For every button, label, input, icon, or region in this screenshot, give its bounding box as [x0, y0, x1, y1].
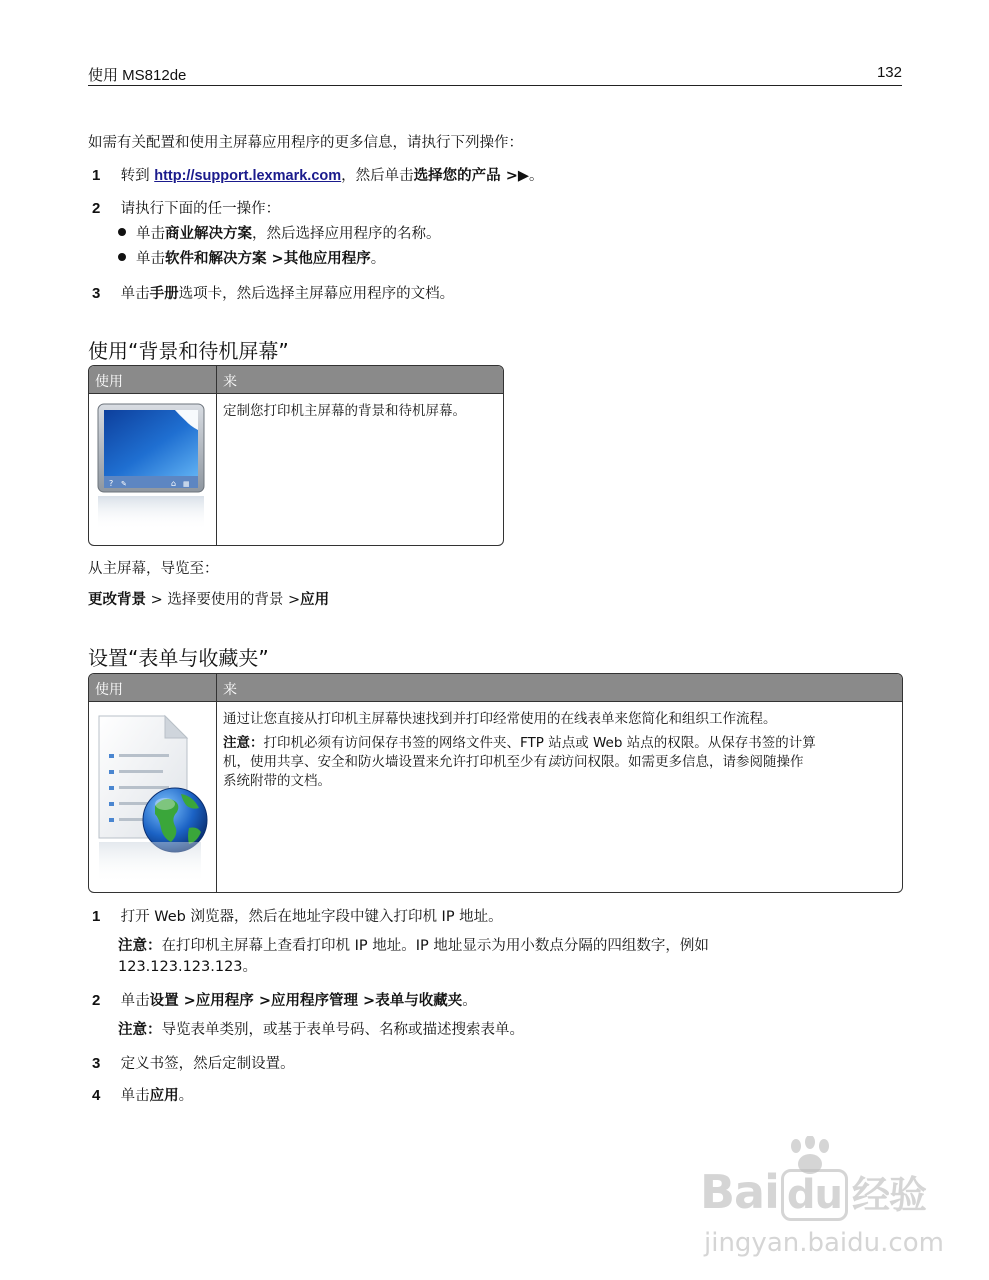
- table-header: [89, 366, 503, 393]
- note-text: 访问权限。如需更多信息，请参阅随操作: [560, 754, 804, 770]
- bullet-bold: 软件和解决方案 >其他应用程序: [165, 251, 371, 267]
- note-label: 注意：: [118, 1022, 162, 1038]
- step-number: 3: [92, 1055, 101, 1072]
- step-text: 打开 Web 浏览器，然后在地址字段中键入打印机 IP 地址。: [120, 909, 503, 925]
- watermark-url: jingyan.baidu.com: [704, 1228, 944, 1258]
- note-text: 系统附带的文档。: [223, 773, 331, 789]
- step-text: ，然后单击: [341, 168, 414, 184]
- header-rule: [88, 85, 902, 86]
- step-number: 2: [92, 200, 101, 217]
- note-text: 123.123.123.123。: [118, 959, 258, 975]
- header-divider: [89, 393, 503, 394]
- step-number: 1: [92, 908, 101, 925]
- intro-paragraph: 如需有关配置和使用主屏幕应用程序的更多信息，请执行下列操作：: [88, 135, 523, 151]
- note-label: 注意：: [223, 735, 264, 751]
- header-divider: [89, 701, 902, 702]
- note-ip: [118, 936, 709, 978]
- step-text: 。: [462, 993, 477, 1009]
- col-to: 来: [223, 374, 237, 390]
- bullet-dot: [118, 253, 126, 261]
- home-icon: ⌂: [171, 479, 177, 488]
- step-number: 4: [92, 1087, 101, 1104]
- col-use: 使用: [95, 374, 123, 390]
- section-title-background: 使用“背景和待机屏幕”: [88, 339, 289, 363]
- description: 通过让您直接从打印机主屏幕快速找到并打印经常使用的在线表单来您简化和组织工作流程。: [223, 711, 777, 727]
- step-text: 请执行下面的任一操作：: [120, 201, 281, 217]
- step-text: 定义书签，然后定制设置。: [120, 1056, 295, 1072]
- column-divider: [216, 366, 217, 545]
- table-forms-favorites: [88, 673, 903, 893]
- support-link[interactable]: http://support.lexmark.com: [154, 168, 342, 184]
- step-a-3: [88, 282, 454, 303]
- step-text: 转到: [120, 168, 155, 184]
- step-text: 单击: [120, 993, 150, 1009]
- column-divider: [216, 674, 217, 892]
- nav-text: > 选择要使用的背景 >: [146, 592, 301, 608]
- table-header: [89, 674, 902, 701]
- watermark-brand-cn: 经验: [851, 1173, 926, 1217]
- note-text: 打印机必须有访问保存书签的网络文件夹、FTP 站点或 Web 站点的权限。从保存书签的计算: [263, 735, 816, 751]
- note-search: [118, 1020, 524, 1041]
- bullet-dot: [118, 228, 126, 236]
- running-header-title: 使用 MS812de: [88, 67, 187, 84]
- watermark-brand-b: du: [781, 1169, 848, 1221]
- step-b-4: [88, 1084, 193, 1105]
- wrench-icon: ✎: [121, 480, 127, 488]
- step-number: 2: [92, 992, 101, 1009]
- note-italic: 读: [547, 754, 561, 770]
- step-bold: 手册: [149, 286, 179, 302]
- step-text: 单击: [120, 1088, 150, 1104]
- nav-bold: 应用: [300, 592, 330, 608]
- bullet-text: 。: [370, 251, 386, 267]
- note-block: [223, 734, 816, 791]
- bullet-text: ，然后选择应用程序的名称。: [252, 226, 441, 242]
- bullet-item: [118, 222, 441, 243]
- note-text: 导览表单类别，或基于表单号码、名称或描述搜索表单。: [161, 1022, 524, 1038]
- section-title-forms: 设置“表单与收藏夹”: [88, 646, 269, 670]
- step-text: 选项卡，然后选择主屏幕应用程序的文档。: [178, 286, 455, 302]
- bullet-text: 单击: [136, 251, 165, 267]
- step-text: 单击: [120, 286, 150, 302]
- forms-globe-icon: [93, 710, 211, 886]
- watermark-brand-a: Bai: [700, 1165, 779, 1219]
- note-label: 注意：: [118, 938, 162, 954]
- step-b-3: [88, 1052, 295, 1073]
- table-background-screen: [88, 365, 504, 546]
- bullet-text: 单击: [136, 226, 165, 242]
- grid-icon: ▦: [183, 480, 190, 488]
- step-bold: 设置 >应用程序 >应用程序管理 >表单与收藏夹: [149, 993, 463, 1009]
- page-number: 132: [876, 64, 902, 81]
- step-b-2: [88, 989, 477, 1010]
- description: 定制您打印机主屏幕的背景和待机屏幕。: [223, 403, 466, 419]
- col-use: 使用: [95, 682, 123, 698]
- step-bold: 选择您的产品 >: [413, 168, 518, 184]
- col-to: 来: [223, 682, 237, 698]
- step-a-1: [88, 164, 544, 185]
- step-b-1: [88, 905, 503, 926]
- step-number: 3: [92, 285, 101, 302]
- step-text: 。: [529, 168, 544, 184]
- nav-label: 从主屏幕，导览至：: [88, 561, 219, 577]
- nav-path: [88, 588, 329, 609]
- help-icon: ?: [109, 479, 114, 488]
- bullet-bold: 商业解决方案: [165, 226, 252, 242]
- step-a-2: [88, 197, 280, 218]
- step-bold: 应用: [149, 1088, 179, 1104]
- baidu-watermark: [700, 1140, 944, 1270]
- nav-bold: 更改背景: [88, 592, 146, 608]
- note-text: 机，使用共享、安全和防火墙设置来允许打印机至少有: [223, 754, 547, 770]
- note-text: 在打印机主屏幕上查看打印机 IP 地址。IP 地址显示为用小数点分隔的四组数字，例如: [161, 938, 709, 954]
- step-text: 。: [178, 1088, 194, 1104]
- background-screen-icon: [95, 402, 207, 532]
- step-number: 1: [92, 167, 101, 184]
- play-arrow-icon: ▶: [517, 168, 529, 184]
- bullet-item: [118, 247, 385, 268]
